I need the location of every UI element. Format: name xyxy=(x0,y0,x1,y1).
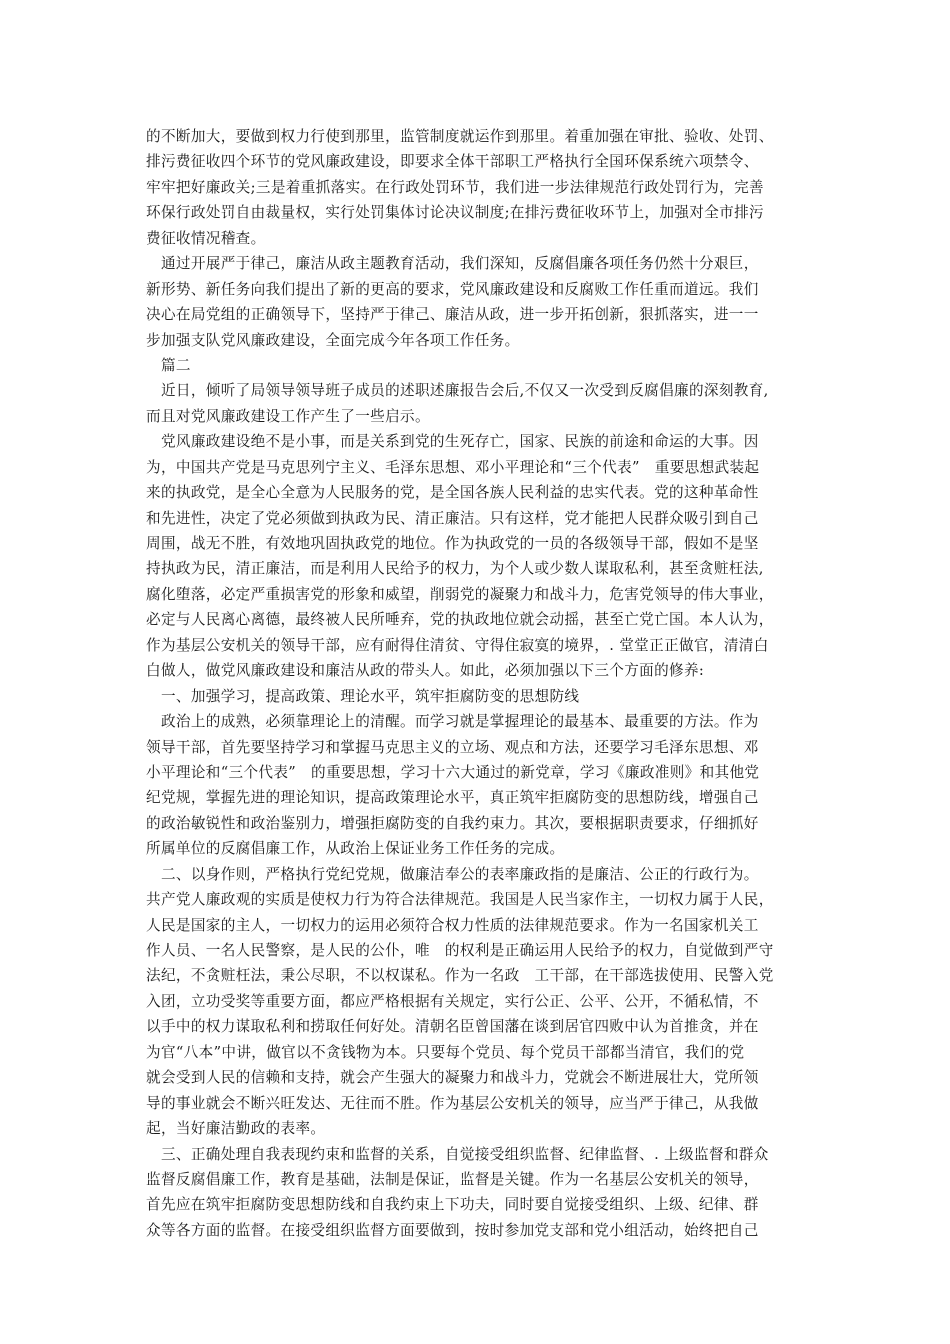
text-line: 首先应在筑牢拒腐防变思想防线和自我约束上下功夫，同时要自觉接受组织、上级、纪律、群 xyxy=(146,1196,759,1214)
text-line: 纪党规，掌握先进的理论知识，提高政策理论水平，真正筑牢拒腐防变的思想防线，增强自己 xyxy=(146,789,759,807)
text-line: 众等各方面的监督。在接受组织监督方面要做到，按时参加党支部和党小组活动，始终把自己 xyxy=(146,1221,759,1239)
text-line: 持执政为民，清正廉洁，而是利用人民给予的权力，为个人或少数人谋取私利，甚至贪赃枉法, xyxy=(146,560,764,578)
text-line: 而且对党风廉政建设工作产生了一些启示。 xyxy=(146,407,430,425)
text-line: 入团，立功受奖等重要方面，都应严格根据有关规定，实行公正、公平、公开，不循私情，不 xyxy=(146,992,759,1010)
text-line: 近日，倾听了局领导领导班子成员的述职述廉报告会后,不仅又一次受到反腐倡廉的深刻教育, xyxy=(146,382,769,400)
text-line: 的政治敏锐性和政治鉴别力，增强拒腐防变的自我约束力。其次，要根据职责要求，仔细抓好 xyxy=(146,814,759,832)
text-line: 白做人，做党风廉政建设和廉洁从政的带头人。如此，必须加强以下三个方面的修养: xyxy=(146,662,705,680)
text-line: 腐化堕落，必定严重损害党的形象和威望，削弱党的凝聚力和战斗力，危害党领导的伟大事业， xyxy=(146,585,774,603)
text-line: 党风廉政建设绝不是小事，而是关系到党的生死存亡，国家、民族的前途和命运的大事。因 xyxy=(146,433,759,451)
text-line: 小平理论和“三个代表” 的重要思想，学习十六大通过的新党章，学习《廉政准则》和其他党 xyxy=(146,763,760,781)
text-line: 周围，战无不胜，有效地巩固执政党的地位。作为执政党的一员的各级领导干部，假如不是坚 xyxy=(146,535,759,552)
text-line: 的不断加大，要做到权力行使到那里，监管制度就运作到那里。着重加强在审批、验收、处罚、 xyxy=(146,128,774,145)
text-line: 作为基层公安机关的领导干部，应有耐得住清贫、守得住寂寞的境界，. 堂堂正正做官，清清白 xyxy=(146,636,769,654)
text-line: 领导干部，首先要坚持学习和掌握马克思主义的立场、观点和方法，还要学习毛泽东思想、邓 xyxy=(146,738,759,756)
text-line: 决心在局党组的正确领导下，坚持严于律己、廉洁从政，进一步开拓创新，狠抓落实，进一一 xyxy=(146,306,759,324)
text-line: 二、以身作则，严格执行党纪党规，做廉洁奉公的表率廉政指的是廉洁、公正的行政行为。 xyxy=(146,865,759,883)
text-line: 就会受到人民的信赖和支持，就会产生强大的凝聚力和战斗力，党就会不断进展壮大，党所领 xyxy=(146,1069,759,1087)
text-line: 作人员、一名人民警察，是人民的公仆，唯 的权利是正确运用人民给予的权力，自觉做到严守 xyxy=(146,942,774,959)
text-line: 费征收情况稽查。 xyxy=(146,229,266,247)
text-line: 监督反腐倡廉工作，教育是基础，法制是保证，监督是关键。作为一名基层公安机关的领导， xyxy=(146,1170,759,1188)
text-line: 所属单位的反腐倡廉工作，从政治上保证业务工作任务的完成。 xyxy=(146,840,565,858)
text-line: 以手中的权力谋取私利和捞取任何好处。清朝名臣曾国藩在谈到居官四败中认为首推贪，并在 xyxy=(146,1018,759,1036)
text-line: 排污费征收四个环节的党风廉政建设，即要求全体干部职工严格执行全国环保系统六项禁令、 xyxy=(146,153,759,171)
text-line: 新形势、新任务向我们提出了新的更高的要求，党风廉政建设和反腐败工作任重而道远。我们 xyxy=(146,280,759,298)
text-line: 为官“八本”中讲，做官以不贪钱物为本。只要每个党员、每个党员干部都当清官，我们的党 xyxy=(146,1043,745,1061)
text-line: 导的事业就会不断兴旺发达、无往而不胜。作为基层公安机关的领导，应当严于律己，从我做 xyxy=(146,1094,759,1112)
text-line: 共产党人廉政观的实质是使权力行为符合法律规范。我国是人民当家作主，一切权力属于人民， xyxy=(146,891,774,909)
text-line: 三、正确处理自我表现约束和监督的关系，自觉接受组织监督、纪律监督、. 上级监督和群众 xyxy=(146,1145,769,1163)
text-line: 为，中国共产党是马克思列宁主义、毛泽东思想、邓小平理论和“三个代表” 重要思想武装起 xyxy=(146,458,760,476)
text-line: 起，当好廉洁勤政的表率。 xyxy=(146,1120,326,1138)
text-line: 通过开展严于律己，廉洁从政主题教育活动，我们深知，反腐倡廉各项任务仍然十分艰巨， xyxy=(146,255,759,273)
text-line: 政治上的成熟，必须靠理论上的清醒。而学习就是掌握理论的最基本、最重要的方法。作为 xyxy=(146,713,759,731)
text-line: 来的执政党，是全心全意为人民服务的党，是全国各族人民利益的忠实代表。党的这种革命性 xyxy=(146,484,759,502)
text-line: 和先进性，决定了党必须做到执政为民、清正廉洁。只有这样，党才能把人民群众吸引到自己 xyxy=(146,509,759,527)
text-line: 篇二 xyxy=(146,356,191,374)
text-line: 必定与人民离心离德，最终被人民所唾弃，党的执政地位就会动摇，甚至亡党亡国。本人认为， xyxy=(146,611,774,629)
document-body xyxy=(146,124,814,1243)
text-line: 一、加强学习，提高政策、理论水平，筑牢拒腐防变的思想防线 xyxy=(146,687,580,705)
text-line: 环保行政处罚自由裁量权，实行处罚集体讨论决议制度;在排污费征收环节上，加强对全市排污 xyxy=(146,204,764,222)
text-line: 牢牢把好廉政关;三是着重抓落实。在行政处罚环节，我们进一步法律规范行政处罚行为，完善 xyxy=(146,178,764,196)
text-line: 步加强支队党风廉政建设，全面完成今年各项工作任务。 xyxy=(146,331,520,349)
text-line: 人民是国家的主人，一切权力的运用必须符合权力性质的法律规范要求。作为一名国家机关工 xyxy=(146,916,759,934)
text-line: 法纪，不贪赃枉法，秉公尽职，不以权谋私。作为一名政 工干部，在干部选拔使用、民警入党 xyxy=(146,967,774,985)
